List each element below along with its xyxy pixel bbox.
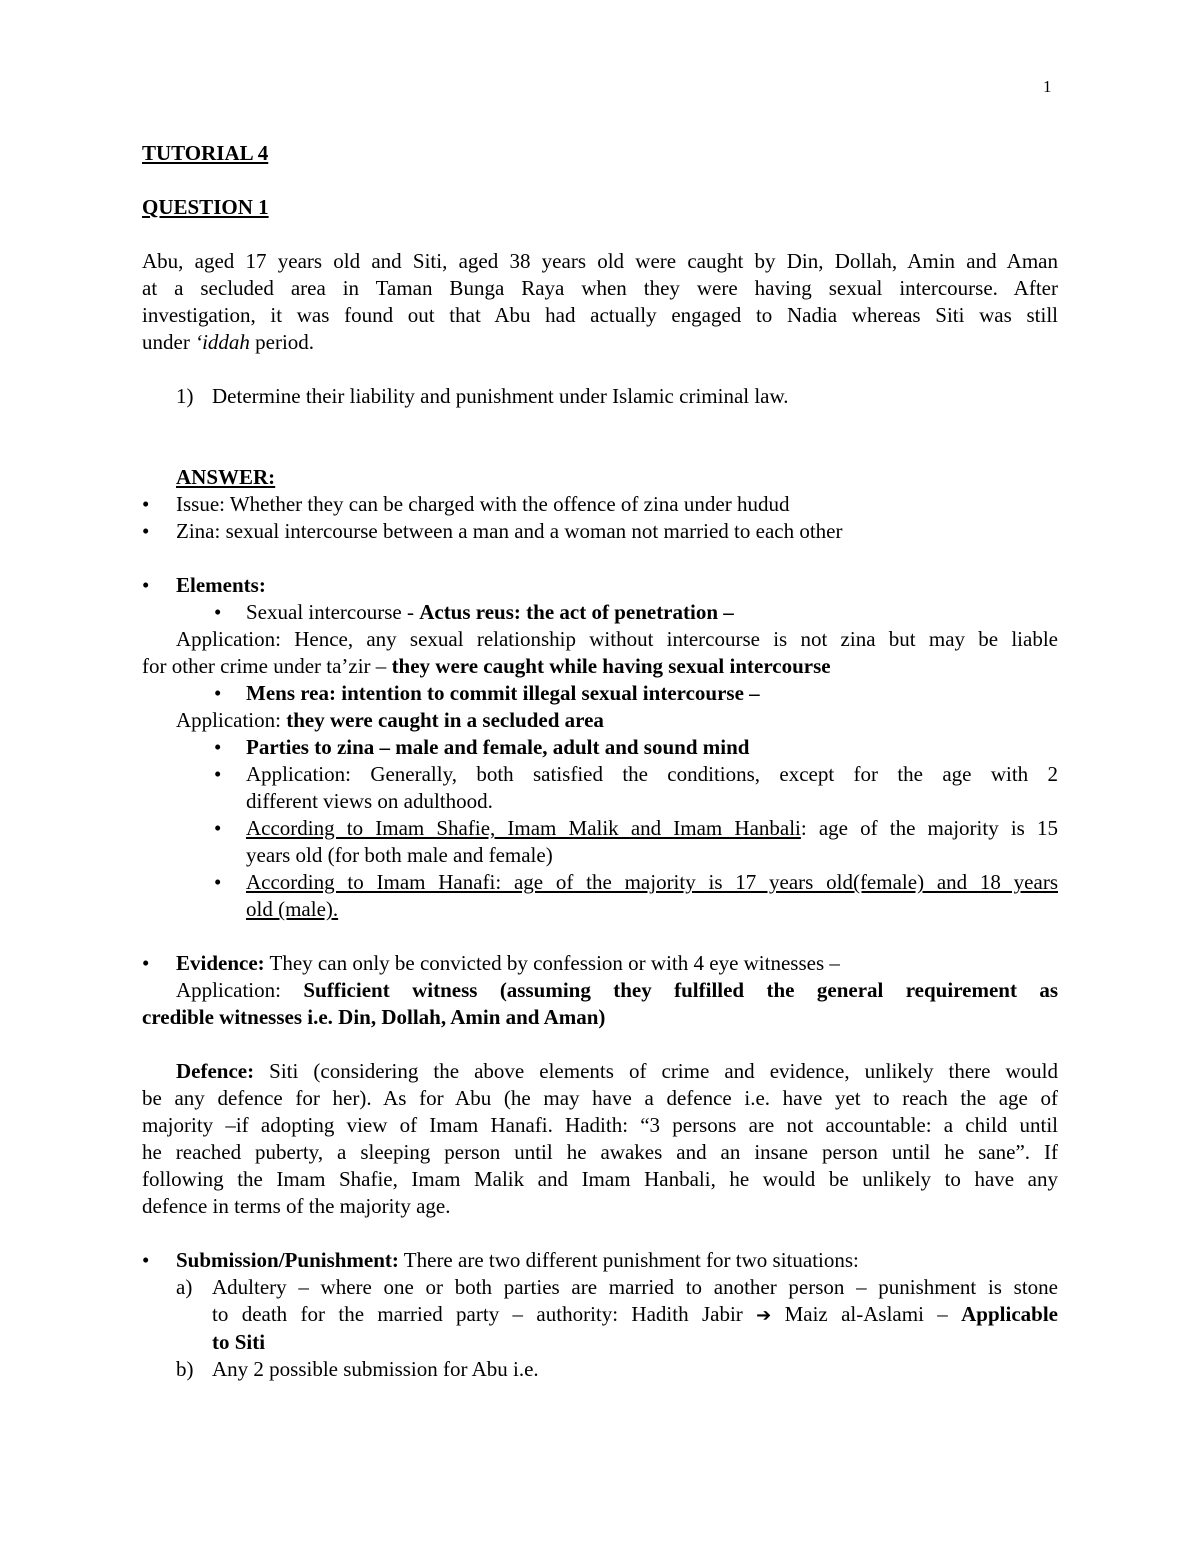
task-item: [142, 383, 1058, 410]
tutorial-title: TUTORIAL 4: [142, 141, 269, 165]
sub-item-a: a) Adultery – where one or both parties are married to another person – punishment is stone to death for the married party – authority: Hadith Jabir ➔ Maiz al-Aslami – Applicable to Siti: [176, 1275, 1058, 1354]
defence-paragraph: Defence: Siti (considering the above elements of crime and evidence, unlikely there would be any defence for her). As for Abu (he may have a defence i.e. have yet to reach the age of majority –if adopting view of Imam Hanafi. Hadith: “3 persons are not accountable: a child until he reached puberty, a sleeping person until he awakes and an insane person until he sane”. If following the Imam Shafie, Imam Malik and Imam Hanbali, he would be unlikely to have any defence in terms of the majority age.: [142, 1059, 1058, 1218]
question-line: at a secluded area in Taman Bunga Raya when they were having sexual intercourse. After: [142, 276, 1058, 300]
evidence-label: Evidence:: [176, 951, 265, 975]
shafie-view-label: According to Imam Shafie, Imam Malik and Imam Hanbali: [246, 816, 801, 840]
sub-bullet: •: [214, 816, 222, 840]
bullet: •: [142, 1248, 150, 1272]
arrow-right-icon: ➔: [756, 1305, 772, 1326]
item-label: a): [176, 1275, 193, 1299]
bullet: •: [142, 573, 150, 597]
element-item: • According to Imam Hanafi: age of the majority is 17 years old(female) and 18 years old (male).: [214, 870, 1058, 921]
application-text: for other crime under ta’zir – they were caught while having sexual intercourse: [142, 654, 831, 678]
list-item: • Evidence: They can only be convicted by confession or with 4 eye witnesses –: [142, 951, 840, 975]
page-number: 1: [1043, 77, 1052, 96]
list-item: [142, 518, 1058, 545]
defence-label: Defence:: [176, 1059, 255, 1083]
item-label: b): [176, 1357, 194, 1381]
document-body: TUTORIAL 4 QUESTION 1 Abu, aged 17 years old and Siti, aged 38 years old were caught by Din, Dollah, Amin and Aman at a secluded area in Taman Bunga Raya when they were having sexual intercourse. After investigation, it was found out that Abu had actually engaged to Nadia whereas Siti was still under ‘iddah period. 1) Determine their liability and punishment under Islamic criminal law. ANSWER: • Issue: Whether they can be charged with the offence of zina under hudud • Zina: sexual intercourse between a man and a woman not married to each other • Elements: • Sexual intercourse - Actus reus: the act of penetration – Application: Hence, any sexual relationship without intercourse is not zina but may be liable for other crime under ta’zir – they were caught while having sexual intercourse • Mens rea: intention to commit illegal sexual intercourse – Application: they were caught in a secluded area • Parties to zina – male and female, adult and sound mind • Application: Generally, both satisfied the conditions, except for the age with 2 different views on adulthood. • According to Imam Shafie, Imam Malik and Imam Hanbali: age of the majority is 15 years old (for both male and female) • According to Imam Hanafi: age of the majority is 17 years old(female) and 18 years old (male). • Evidence: They can only be convicted by confession or with 4 eye witnesses – Application: Sufficient witness (assuming they fulfilled the general requirement as credible witnesses i.e. Din, Dollah, Amin and Aman) Defence: Siti (considering the above elements of crime and evidence, unlikely there would be any defence for her). As for Abu (he may have a defence i.e. have yet to reach the age of majority –if adopting view of Imam Hanafi. Hadith: “3 persons are not accountable: a child until he reached puberty, a sleeping person until he awakes and an insane person until he sane”. If following the Imam Shafie, Imam Malik and Imam Hanbali, he would be unlikely to have any defence in terms of the majority age. • Submission/Punishment: There are two different punishment for two situations: a) Adultery – where one or both parties are married to another person – punishment is stone to death for the married party – authority: Hadith Jabir ➔ Maiz al-Aslami – Applicable to Siti b) Any 2 possible submission for Abu i.e.: [142, 141, 1059, 1381]
bullet: •: [142, 519, 150, 543]
element-item: • According to Imam Shafie, Imam Malik and Imam Hanbali: age of the majority is 15 years old (for both male and female): [214, 816, 1058, 867]
hanafi-view: According to Imam Hanafi: age of the majority is 17 years old(female) and 18 years: [246, 870, 1058, 894]
iddah-term: ‘iddah: [195, 330, 250, 354]
sub-bullet: •: [214, 735, 222, 759]
answer-heading: ANSWER:: [176, 465, 276, 489]
element-item: [142, 761, 1058, 815]
submission-label: Submission/Punishment:: [176, 1248, 399, 1272]
question-line: Abu, aged 17 years old and Siti, aged 38 years old were caught by Din, Dollah, Amin and Aman: [142, 249, 1058, 273]
task-text: Determine their liability and punishment under Islamic criminal law.: [212, 384, 789, 408]
list-item: [142, 572, 1058, 599]
element-item: • Mens rea: intention to commit illegal sexual intercourse –: [214, 681, 760, 705]
application-text: Application: Hence, any sexual relationship without intercourse is not zina but may be liable: [176, 627, 1058, 651]
question-line: under ‘iddah period.: [142, 330, 315, 354]
application-text: Application: they were caught in a secluded area: [176, 708, 604, 732]
elements-label: Elements:: [176, 573, 266, 597]
bullet: •: [142, 951, 150, 975]
list-item: • Submission/Punishment: There are two different punishment for two situations:: [142, 1248, 859, 1272]
sub-bullet: •: [214, 681, 222, 705]
question-heading: QUESTION 1: [142, 195, 269, 219]
sub-bullet: •: [214, 762, 222, 786]
task-number: 1): [176, 384, 194, 408]
sub-bullet: •: [214, 870, 222, 894]
question-paragraph: [142, 248, 1058, 356]
list-item: [142, 491, 1058, 518]
sub-bullet: •: [214, 600, 222, 624]
question-line: investigation, it was found out that Abu had actually engaged to Nadia whereas Siti was still: [142, 303, 1058, 327]
element-item: • Sexual intercourse - Actus reus: the act of penetration –: [214, 600, 734, 624]
sub-item-b: b) Any 2 possible submission for Abu i.e.: [176, 1357, 539, 1381]
zina-definition: Zina: sexual intercourse between a man and a woman not married to each other: [176, 519, 843, 543]
element-item: • Parties to zina – male and female, adult and sound mind: [214, 735, 750, 759]
application-text: Application: Generally, both satisfied the conditions, except for the age with 2: [246, 762, 1058, 786]
issue-text: Issue: Whether they can be charged with the offence of zina under hudud: [176, 492, 790, 516]
application-text: different views on adulthood.: [246, 789, 493, 813]
bullet: •: [142, 492, 150, 516]
application-text: Application: Sufficient witness (assuming they fulfilled the general requirement as: [176, 978, 1059, 1002]
